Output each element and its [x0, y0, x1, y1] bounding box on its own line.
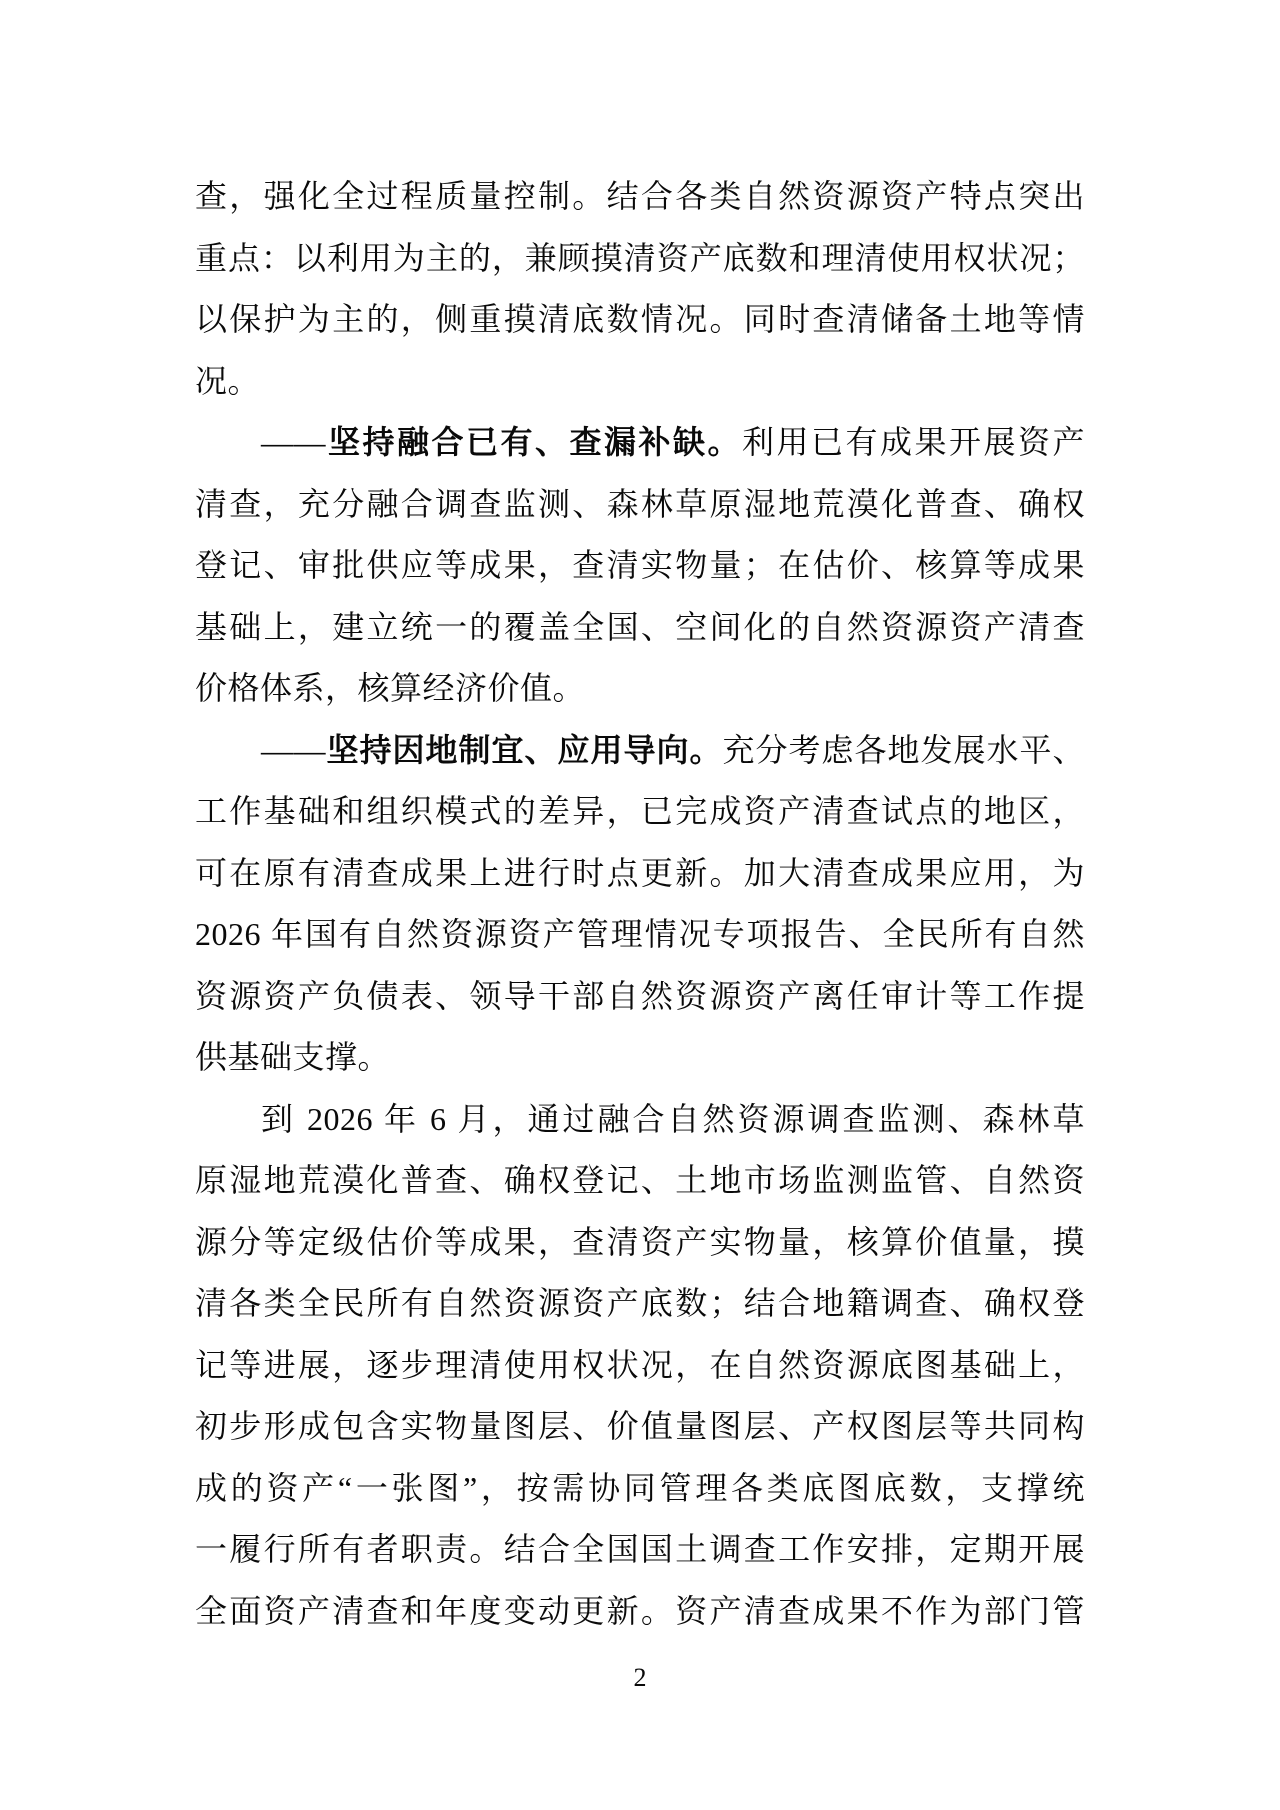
text-run: 充分考虑各地发展水平、 — [722, 731, 1085, 768]
text-line: 记等进展，逐步理清使用权状况，在自然资源底图基础上， — [195, 1346, 1085, 1383]
text-line: 2026 年国有自然资源资产管理情况专项报告、全民所有自然 — [195, 916, 1085, 952]
text-line — [195, 412, 1085, 474]
text-line: 资源资产负债表、领导干部自然资源资产离任审计等工作提 — [195, 977, 1085, 1014]
emphasis-lead: 坚持因地制宜、应用导向。 — [326, 731, 723, 768]
text-line: 价格体系，核算经济价值。 — [195, 670, 586, 706]
text-line: 成的资产“一张图”，按需协同管理各类底图底数，支撑统 — [195, 1469, 1085, 1506]
page-number: 2 — [633, 1663, 647, 1692]
text-line: 原湿地荒漠化普查、确权登记、土地市场监测监管、自然资 — [195, 1162, 1085, 1198]
text-line: 清各类全民所有自然资源资产底数；结合地籍调查、确权登 — [195, 1285, 1085, 1321]
emphasis-lead: 坚持融合已有、查漏补缺。 — [326, 424, 742, 460]
text-line: 供基础支撑。 — [195, 1039, 391, 1075]
text-line: 登记、审批供应等成果，查清实物量；在估价、核算等成果 — [195, 547, 1085, 583]
text-run: 利用已有成果开展资产 — [741, 424, 1085, 460]
text-line — [195, 720, 1085, 782]
em-dash: —— — [261, 424, 326, 460]
text-line: 初步形成包含实物量图层、价值量图层、产权图层等共同构 — [195, 1408, 1085, 1444]
document-body — [195, 166, 1085, 1642]
text-line: 重点：以利用为主的，兼顾摸清资产底数和理清使用权状况； — [195, 239, 1085, 276]
text-line: 清查，充分融合调查监测、森林草原湿地荒漠化普查、确权 — [195, 485, 1085, 522]
em-dash: —— — [261, 731, 326, 768]
text-line: 全面资产清查和年度变动更新。资产清查成果不作为部门管 — [195, 1592, 1085, 1629]
text-line: 工作基础和组织模式的差异，已完成资产清查试点的地区， — [195, 793, 1085, 829]
text-line: 况。 — [195, 362, 261, 399]
text-line: 可在原有清查成果上进行时点更新。加大清查成果应用，为 — [195, 854, 1085, 891]
text-line: 源分等定级估价等成果，查清资产实物量，核算价值量，摸 — [195, 1223, 1085, 1260]
text-line: 一履行所有者职责。结合全国国土调查工作安排，定期开展 — [195, 1531, 1085, 1567]
text-line: 查，强化全过程质量控制。结合各类自然资源资产特点突出 — [195, 178, 1085, 214]
text-line: 基础上，建立统一的覆盖全国、空间化的自然资源资产清查 — [195, 608, 1085, 645]
text-line: 到 2026 年 6 月，通过融合自然资源调查监测、森林草 — [261, 1100, 1085, 1137]
text-line: 以保护为主的，侧重摸清底数情况。同时查清储备土地等情 — [195, 301, 1085, 337]
